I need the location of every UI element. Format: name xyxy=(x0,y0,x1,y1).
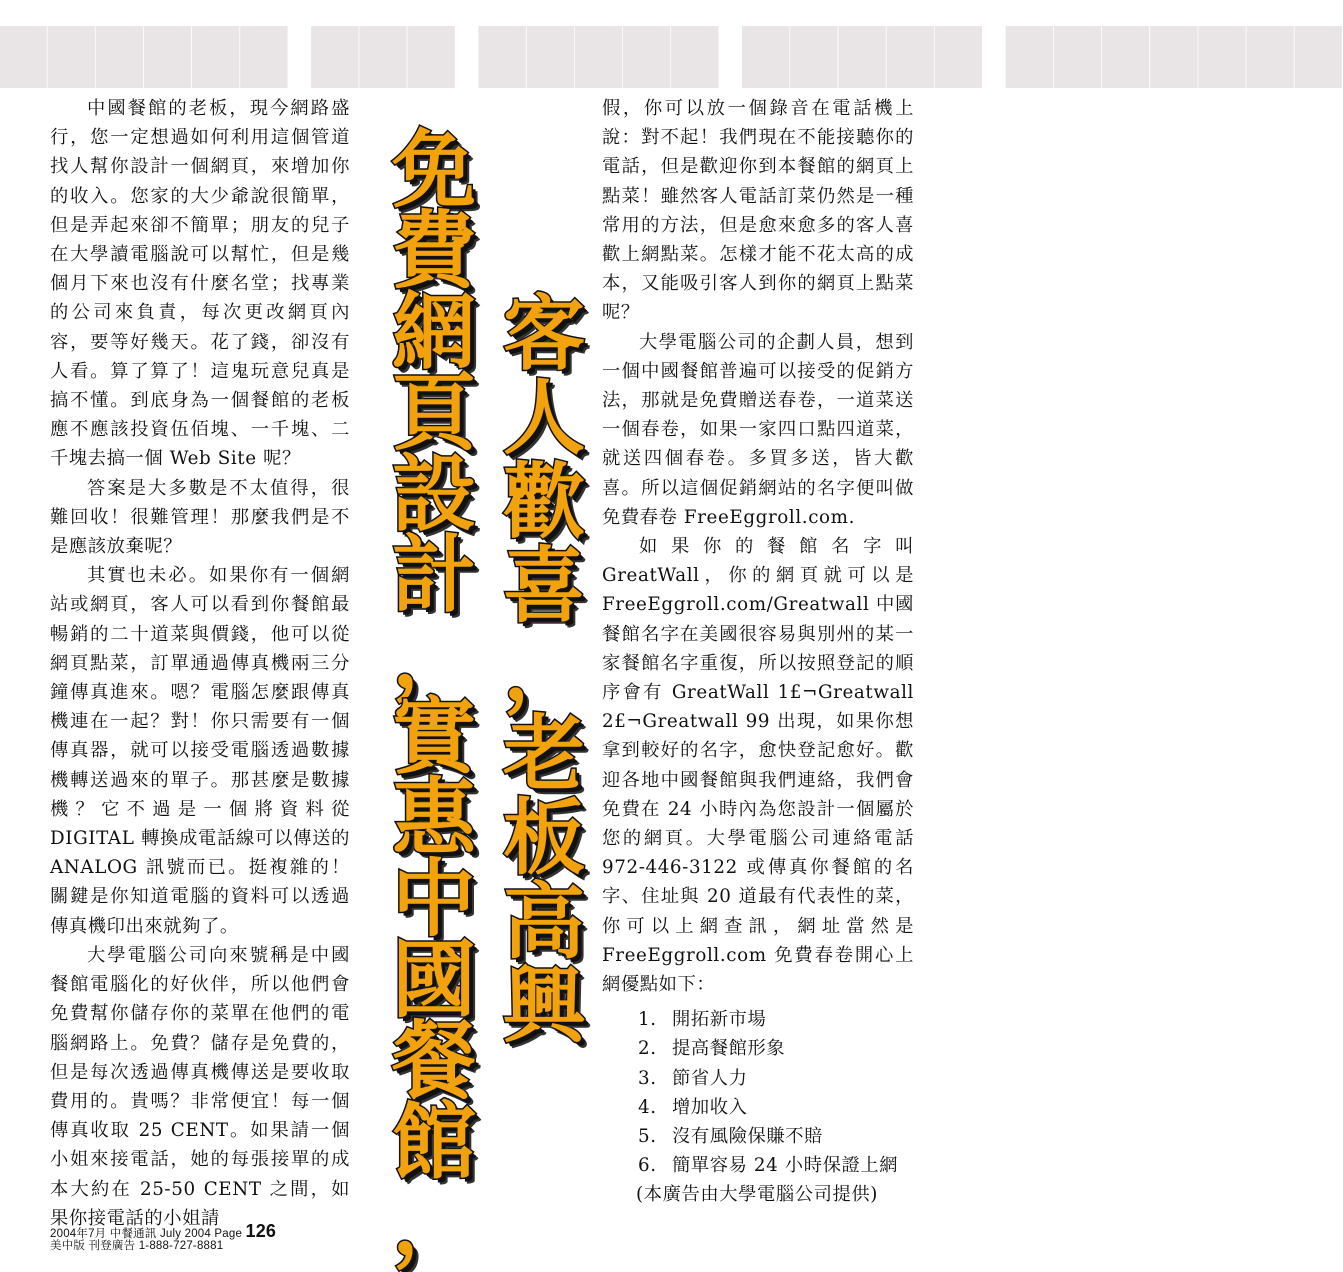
left-article-column xyxy=(50,94,350,1233)
list-text: 簡單容易 24 小時保證上網 xyxy=(672,1155,899,1177)
article-paragraph: 答案是大多數是不太值得，很難回收！很難管理！那麼我們是不是應該放棄呢？ xyxy=(50,477,350,558)
list-item xyxy=(638,1005,914,1034)
headline-char: 實 xyxy=(391,688,476,786)
headline-char: 興 xyxy=(502,959,585,1054)
article-paragraph: 大學電腦公司的企劃人員，想到一個中國餐館普遍可以接受的促銷方法，那就是免費贈送春卷，一道菜送一個春卷，如果一家四口點四道菜，就送四個春卷。多買多送，皆大歡喜。所以這個促銷網站的名字便叫做免費春卷 FreeEggroll.com. xyxy=(602,331,914,528)
list-text: 沒有風險保賺不賠 xyxy=(672,1126,824,1148)
list-text: 增加收入 xyxy=(672,1096,748,1118)
list-text: 開拓新市場 xyxy=(672,1009,767,1031)
article-paragraph: 大學電腦公司向來號稱是中國餐館電腦化的好伙伴，所以他們會免費幫你儲存你的菜單在他們的電腦網路上。免費？儲存是免費的，但是每次透過傳真機傳送是要收取費用的。貴嗎？非常便宜！每一個傳真收取 25 CENT。如果請一個小姐來接電話，她的每張接單的成本大約在 25-50 CENT 之間，如果你接電話的小姐請 xyxy=(50,944,350,1229)
headline-char: 中 xyxy=(391,850,476,948)
right-article-column xyxy=(602,94,914,1210)
headline-char: 板 xyxy=(502,791,585,886)
list-item xyxy=(638,1093,914,1122)
footer-edition: 美中版 刊登廣告 1-888-727-8881 xyxy=(50,1240,224,1252)
headline-vertical-2 xyxy=(498,287,590,1054)
list-item xyxy=(638,1151,914,1180)
list-number: 6. xyxy=(638,1155,657,1177)
benefits-list xyxy=(638,1005,914,1180)
footer-page-label: Page xyxy=(214,1228,243,1240)
headline-char: 館 xyxy=(391,1093,476,1191)
headline-char: 惠 xyxy=(391,769,476,867)
headline-char: ， xyxy=(502,623,585,718)
article-paragraph: 如果你的餐館名字叫 GreatWall，你的網頁就可以是 FreeEggroll.com/Greatwall 中國餐館名字在美國很容易與別州的某一家餐館名字重復，所以按照登記的順序會有 GreatWall 1£¬Greatwall 2£¬Greatwall 99 出現，如果你想拿到較好的名字，愈快登記愈好。歡迎各地中國餐館與我們連絡，我們會免費在 24 小時內為您設計一個屬於您的網頁。大學電腦公司連絡電話 972-446-3122 或傳真你餐館的名字、住址與 20 道最有代表性的菜，你可以上網查訊，網址當然是 FreeEggroll.com 免費春卷開心上網優點如下： xyxy=(602,536,914,996)
footer-issue: 2004年7月 中餐通訊 July 2004 xyxy=(50,1228,211,1240)
headline-char: 費 xyxy=(391,202,476,300)
headline-char: 網 xyxy=(391,283,476,381)
list-number: 1. xyxy=(638,1009,657,1031)
article-paragraph: 其實也未必。如果你有一個網站或網頁，客人可以看到你餐館最暢銷的二十道菜與價錢，他可以從網頁點菜，訂單通過傳真機兩三分鐘傳真進來。嗯？電腦怎麼跟傳真機連在一起？對！你只需要有一個傳真器，就可以接受電腦透過數據機轉送過來的單子。那甚麼是數據機？它不過是一個將資料從 DIGITAL 轉換成電話線可以傳送的 ANALOG 訊號而已。挺複雜的！關鍵是你知道電腦的資料可以透過傳真機印出來就夠了。 xyxy=(50,565,350,937)
article-paragraph: 假，你可以放一個錄音在電話機上說：對不起！我們現在不能接聽你的電話，但是歡迎你到本餐館的網頁上點菜！雖然客人電話訂菜仍然是一種常用的方法，但是愈來愈多的客人喜歡上網點菜。怎樣才能不花太高的成本，又能吸引客人到你的網頁上點菜呢？ xyxy=(602,98,914,324)
headline-char: 歡 xyxy=(502,455,585,550)
headline-char: 客 xyxy=(502,287,585,382)
list-item xyxy=(638,1064,914,1093)
headline-char: ， xyxy=(391,607,476,705)
bleed-through-shadow: ▇▇▇▇▇▇ ▇▇▇ ▇▇▇▇▇ ▇▇▇▇▇ ▇▇▇▇▇▇▇ xyxy=(0,18,1343,88)
headline-char: 老 xyxy=(502,707,585,802)
list-number: 4. xyxy=(638,1096,657,1118)
footer-edition-line xyxy=(50,1237,223,1253)
page-number: 126 xyxy=(245,1221,277,1241)
list-number: 2. xyxy=(638,1038,657,1060)
headline-vertical-1 xyxy=(384,121,484,1272)
headline-char: 高 xyxy=(502,875,585,970)
headline-char: 人 xyxy=(502,371,585,466)
headline-char: 免 xyxy=(391,121,476,219)
article-paragraph: 中國餐館的老板，現今網路盛行，您一定想過如何利用這個管道找人幫你設計一個網頁，來增加你的收入。您家的大少爺說很簡單，但是弄起來卻不簡單；朋友的兒子在大學讀電腦說可以幫忙，但是幾個月下來也沒有什麼名堂；找專業的公司來負責，每次更改網頁內容，要等好幾天。花了錢，卻沒有人看。算了算了！這鬼玩意兒真是搞不懂。到底身為一個餐館的老板應不應該投資伍佰塊、一千塊、二千塊去搞一個 Web Site 呢？ xyxy=(50,98,350,470)
headline-char: 頁 xyxy=(391,364,476,462)
headline-char: ， xyxy=(391,1174,476,1272)
headline-char: 喜 xyxy=(502,539,585,634)
headline-char: 餐 xyxy=(391,1012,476,1110)
list-text: 節省人力 xyxy=(672,1067,748,1089)
list-text: 提高餐館形象 xyxy=(672,1038,786,1060)
list-number: 3. xyxy=(638,1067,657,1089)
ad-credit: (本廣告由大學電腦公司提供) xyxy=(636,1184,879,1206)
list-item xyxy=(638,1034,914,1063)
list-number: 5. xyxy=(638,1126,657,1148)
list-item xyxy=(638,1122,914,1151)
headline-char: 國 xyxy=(391,931,476,1029)
headline-char: 設 xyxy=(391,445,476,543)
headline-char: 計 xyxy=(391,526,476,624)
